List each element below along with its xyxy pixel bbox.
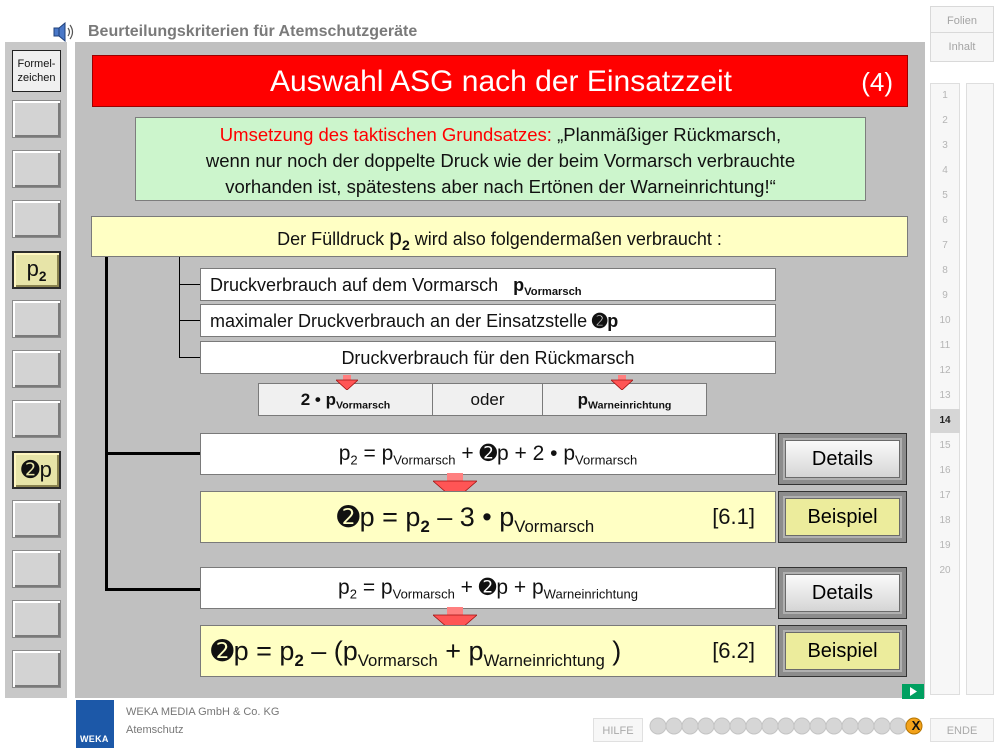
details-button-1[interactable]: Details — [778, 433, 907, 485]
fuelldruck-box: Der Fülldruck $p_2$ wird also folgendermaßen verbraucht : — [91, 216, 908, 257]
symbol-delta-p-button[interactable] — [12, 451, 61, 489]
slide-number[interactable]: 8 — [942, 265, 948, 276]
symbol-p2-button[interactable] — [12, 251, 61, 289]
slide-number[interactable]: 9 — [942, 290, 948, 301]
slide-number[interactable]: 17 — [939, 490, 951, 501]
option-2pvormarsch: 2 • $p_{Vormarsch}$ — [258, 383, 433, 416]
slide-number[interactable]: 4 — [942, 165, 948, 176]
play-icon — [902, 684, 924, 699]
slide-number[interactable]: 20 — [939, 565, 951, 576]
connector-formula-3 — [105, 588, 200, 591]
symbol-slot-2[interactable] — [12, 150, 61, 188]
weka-logo-text: WEKA — [80, 734, 109, 744]
slide-number-current[interactable]: 14 — [930, 409, 960, 433]
formula-6-2-ref: [6.2] — [712, 638, 755, 663]
formula-6-2-derivation: $p_2 = p_{Vormarsch}$ + ➋p + $p_{Warneinrichtung}$ — [200, 567, 776, 609]
formula-6-1-expression: ➋p = $p_2 - 3$ • $p_{Vormarsch}$ — [337, 502, 595, 536]
close-button[interactable]: X — [911, 718, 921, 733]
principle-box — [135, 117, 866, 201]
slide-number[interactable]: 11 — [939, 340, 951, 351]
arrow-down-icon — [611, 375, 633, 390]
slide-number[interactable]: 16 — [939, 465, 951, 476]
symbol-slot-7[interactable] — [12, 400, 61, 438]
slide-number[interactable]: 18 — [939, 515, 951, 526]
symbol-slot-12[interactable] — [12, 650, 61, 688]
slide-number[interactable]: 19 — [939, 540, 951, 551]
connector-item-1 — [179, 284, 200, 285]
connector-item-3 — [179, 357, 200, 358]
inhalt-button[interactable]: Inhalt — [930, 32, 994, 62]
slide-number[interactable]: 10 — [939, 315, 951, 326]
symbol-slot-10[interactable] — [12, 550, 61, 588]
details-button-2[interactable]: Details — [778, 567, 907, 619]
principle-line-2: wenn nur noch der doppelte Druck wie der beim Vormarsch verbrauchte — [205, 150, 796, 171]
slide-number[interactable]: 6 — [942, 215, 948, 226]
slide-number[interactable]: 13 — [939, 390, 951, 401]
next-slide-button[interactable] — [902, 684, 924, 699]
folien-button[interactable]: Folien — [930, 6, 994, 36]
right-scroll-panel[interactable] — [966, 83, 994, 695]
formula-6-2-expression: ➋p = $p_2 - (p_{Vormarsch} + p_{Warneinrichtung}$ ) — [211, 636, 622, 670]
formula-6-1 — [200, 491, 776, 543]
connector-main-vertical — [105, 257, 108, 591]
speaker-icon[interactable] — [52, 22, 78, 42]
footer-product: Atemschutz — [126, 724, 184, 736]
formula-6-1-derivation: $p_2 = p_{Vormarsch}$ + ➋p + 2 • $p_{Vormarsch}$ — [200, 433, 776, 475]
slide-number[interactable]: 7 — [942, 240, 948, 251]
beispiel-button-2[interactable]: Beispiel — [778, 625, 907, 677]
slide-number[interactable]: 12 — [939, 365, 951, 376]
symbol-delta-p-label: ➋p — [21, 457, 52, 482]
symbol-slot-11[interactable] — [12, 600, 61, 638]
slide-title: Auswahl ASG nach der Einsatzzeit — [270, 65, 732, 98]
symbol-slot-3[interactable] — [12, 200, 61, 238]
item-rueckmarsch: Druckverbrauch für den Rückmarsch — [200, 341, 776, 374]
symbol-slot-6[interactable] — [12, 350, 61, 388]
slide-number[interactable]: 3 — [942, 140, 948, 151]
symbol-slot-9[interactable] — [12, 500, 61, 538]
progress-dots — [648, 714, 926, 738]
connector-item-2 — [179, 320, 200, 321]
formelzeichen-button[interactable]: Formel- zeichen — [12, 50, 61, 92]
header-title: Beurteilungskriterien für Atemschutzgeräte — [88, 23, 418, 40]
option-oder: oder — [432, 383, 543, 416]
ende-button[interactable]: ENDE — [930, 718, 994, 742]
beispiel-button-1[interactable]: Beispiel — [778, 491, 907, 543]
slide-page-indicator: (4) — [861, 67, 893, 97]
hilfe-button[interactable]: HILFE — [593, 718, 643, 742]
slide-number[interactable]: 2 — [942, 115, 948, 126]
footer-company: WEKA MEDIA GmbH & Co. KG — [126, 706, 280, 718]
connector-items-vertical — [179, 257, 180, 358]
slide-number[interactable]: 15 — [939, 440, 951, 451]
slide-number[interactable]: 1 — [942, 90, 948, 101]
item-einsatzstelle: maximaler Druckverbrauch an der Einsatzstelle ➋p — [200, 304, 776, 337]
formula-6-2 — [200, 625, 776, 677]
item-vormarsch: Druckverbrauch auf dem Vormarsch $p_{Vormarsch}$ — [200, 268, 776, 301]
symbol-slot-1[interactable] — [12, 100, 61, 138]
slide-number[interactable]: 5 — [942, 190, 948, 201]
symbol-slot-5[interactable] — [12, 300, 61, 338]
formula-6-1-ref: [6.1] — [712, 504, 755, 529]
principle-line-1: Umsetzung des taktischen Grundsatzes: „Planmäßiger Rückmarsch, — [219, 124, 782, 145]
slide-title-bar — [92, 55, 908, 107]
option-pwarneinrichtung: $p_{Warneinrichtung}$ — [542, 383, 707, 416]
symbol-p2-label: $p_2$ — [26, 256, 47, 284]
connector-formula-1 — [105, 452, 200, 455]
principle-line-3: vorhanden ist, spätestens aber nach Ertönen der Warneinrichtung!“ — [225, 176, 776, 197]
arrow-down-icon — [336, 375, 358, 390]
